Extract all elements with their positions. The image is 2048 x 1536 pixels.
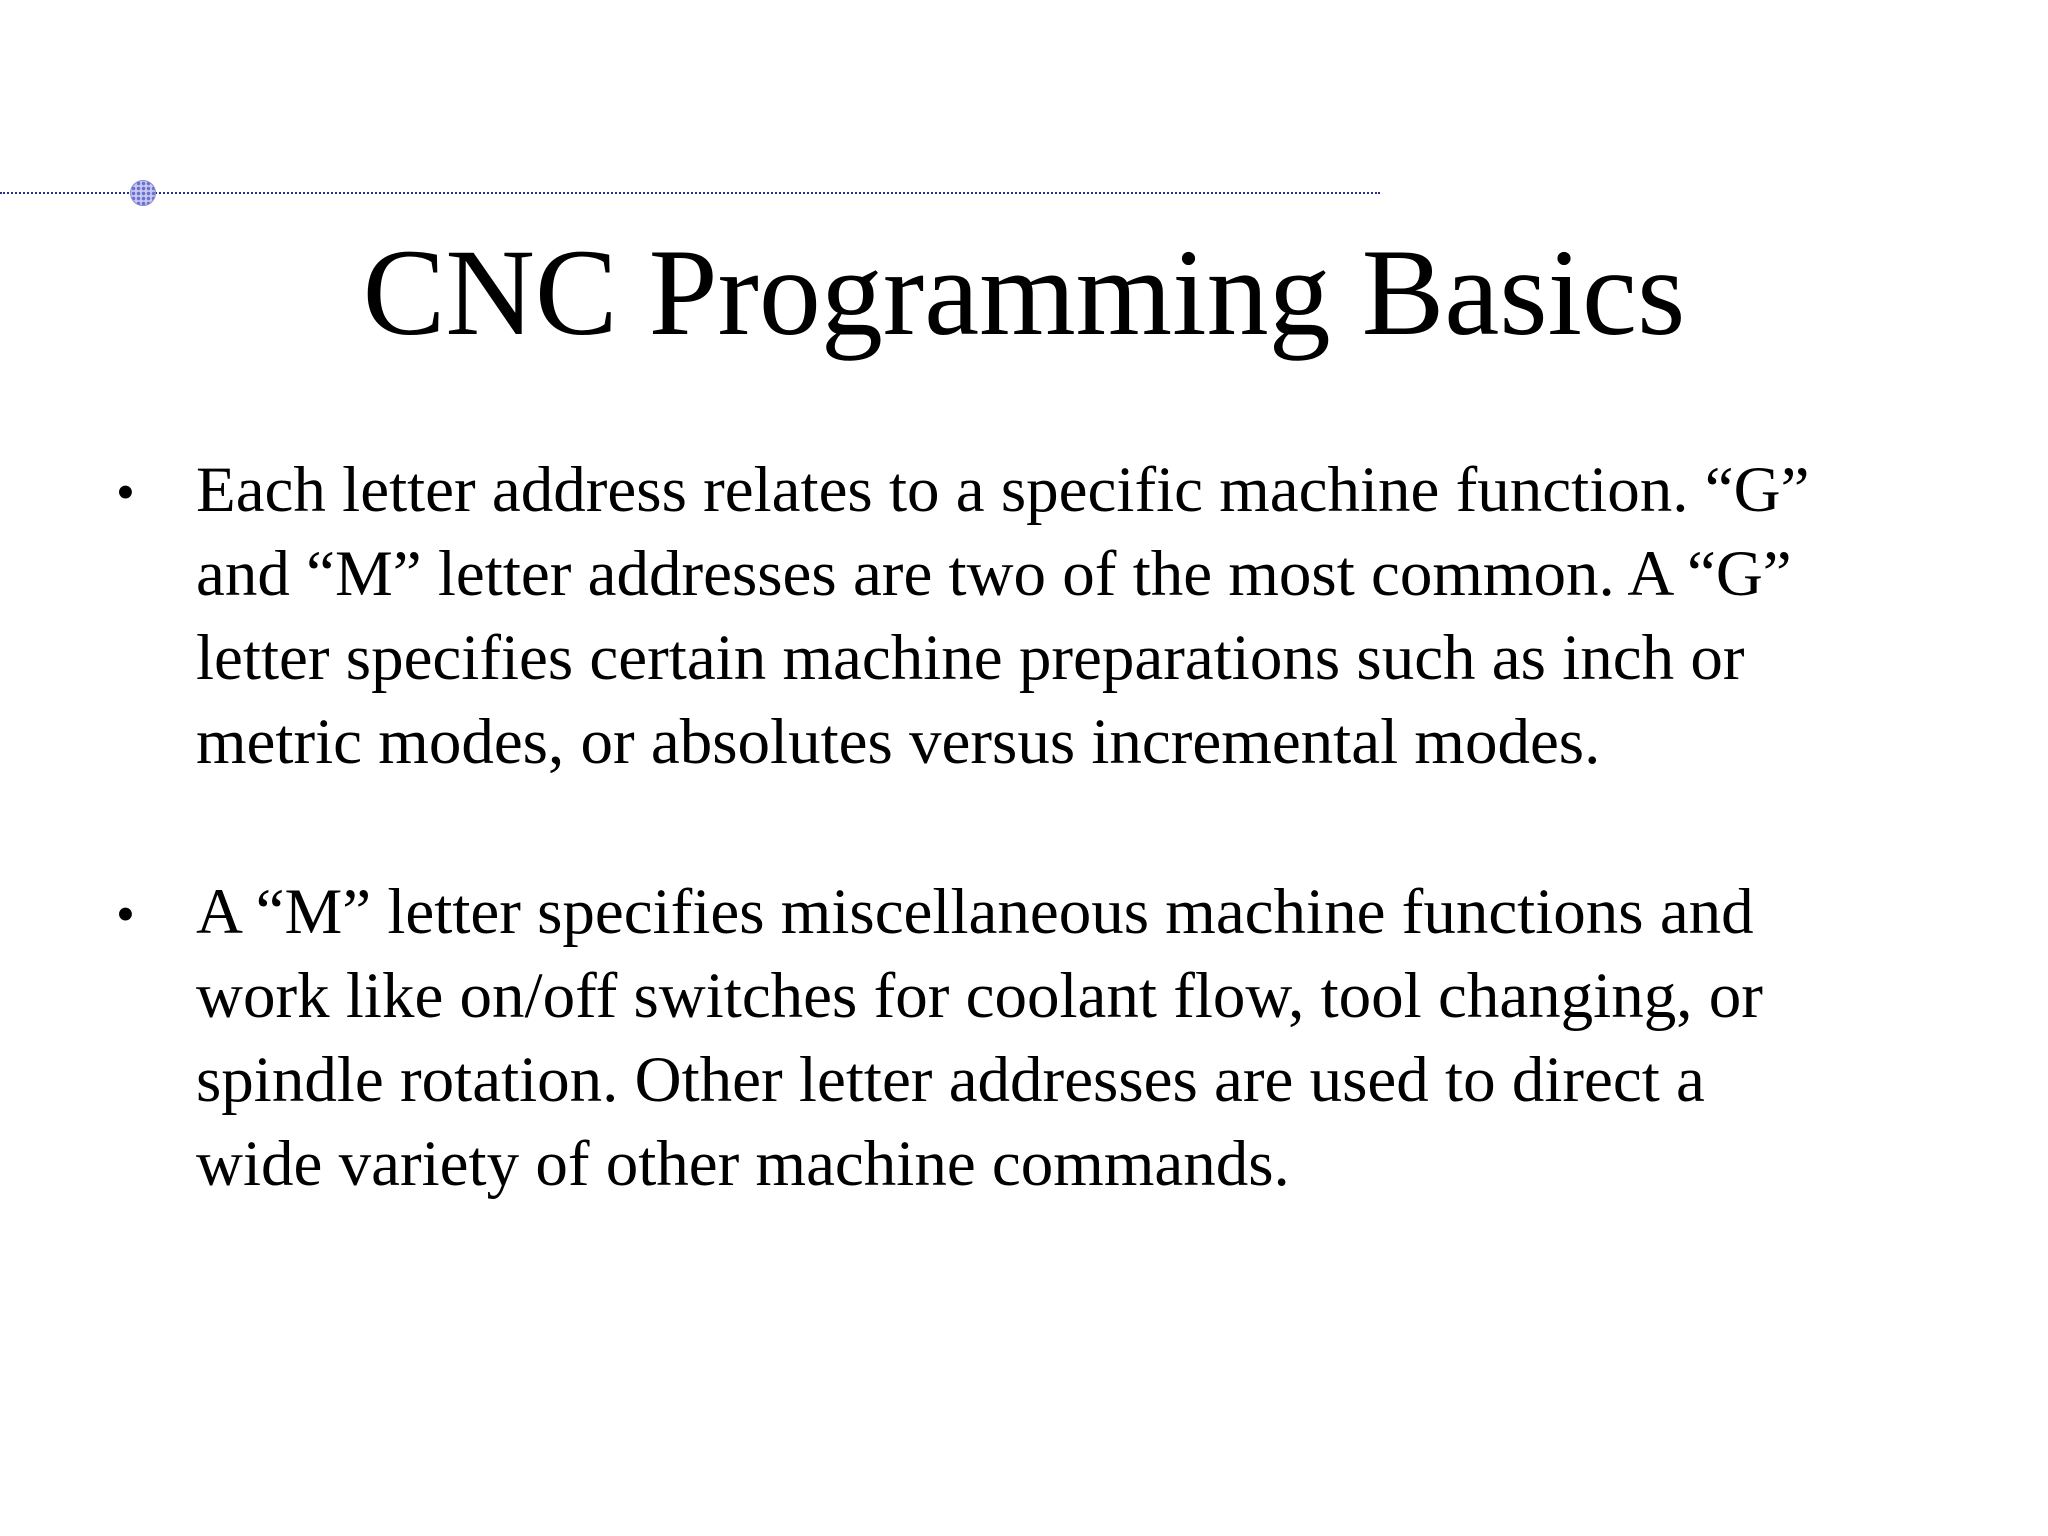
bullet-text [196, 870, 1936, 1206]
bullet-line: spindle rotation. Other letter addresses are used to direct a [196, 1044, 1705, 1116]
bullet-marker-icon: • [116, 462, 135, 522]
bullet-marker-icon: • [116, 884, 135, 944]
decorative-dotted-rule [0, 192, 1380, 194]
bullet-line: and “M” letter addresses are two of the most common. A “G” [196, 538, 1792, 610]
slide-title: CNC Programming Basics [362, 224, 1686, 361]
rule-knob-icon [130, 180, 156, 206]
bullet-text [196, 448, 1936, 784]
bullet-line: Each letter address relates to a specific machine function. “G” [196, 454, 1810, 526]
bullet-item [0, 870, 2048, 1206]
bullet-line: wide variety of other machine commands. [196, 1128, 1290, 1200]
bullet-line: A “M” letter specifies miscellaneous machine functions and [196, 876, 1754, 948]
bullet-line: metric modes, or absolutes versus incremental modes. [196, 706, 1601, 778]
bullet-item [0, 448, 2048, 784]
bullet-line: work like on/off switches for coolant flow, tool changing, or [196, 960, 1763, 1032]
bullet-list [0, 448, 2048, 1292]
bullet-line: letter specifies certain machine preparations such as inch or [196, 622, 1745, 694]
